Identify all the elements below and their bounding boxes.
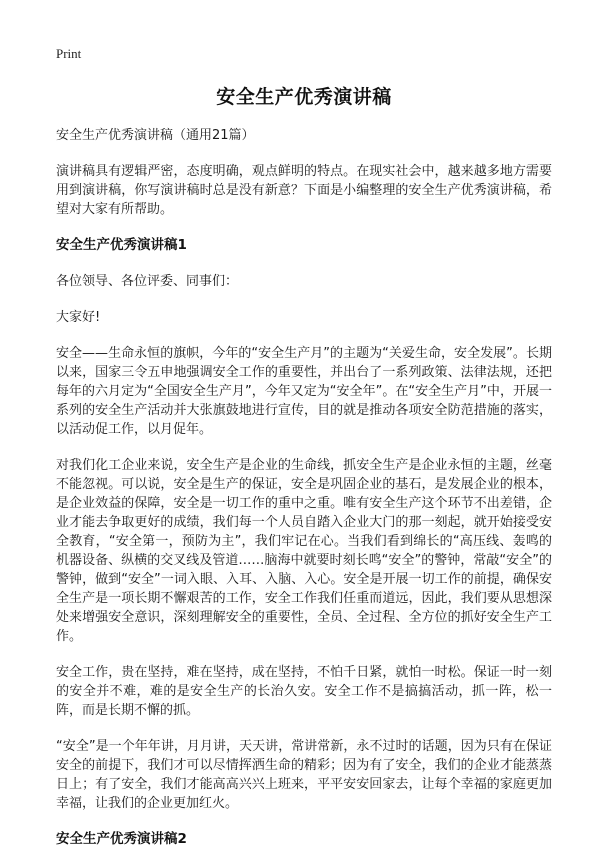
body-paragraph: 安全——生命永恒的旗帜，今年的“安全生产月”的主题为“关爱生命，安全发展”。长期以来，国家三令五申地强调安全工作的重要性，并出台了一系列政策、法律法规，还把每年的六月定为“全国安全生产月”，今年又定为“安全年”。在“安全生产月”中，开展一系列的安全生产活动并大张旗鼓地进行宣传，目的就是推动各项安全防范措施的落实，以活动促工作，以月促年。: [56, 346, 552, 437]
print-link[interactable]: Print: [56, 46, 82, 61]
salutation: 各位领导、各位评委、同事们：: [56, 274, 239, 289]
body-paragraph: “安全”是一个年年讲，月月讲，天天讲，常讲常新，永不过时的话题，因为只有在保证安全的前提下，我们才可以尽情挥洒生命的精彩；因为有了安全，我们的企业才能蒸蒸日上；有了安全，我们才能高高兴兴上班来，平平安安回家去，让每个幸福的家庭更加幸福，让我们的企业更加红火。: [56, 739, 552, 811]
section-heading: 安全生产优秀演讲稿2: [56, 831, 187, 847]
page-title: 安全生产优秀演讲稿: [216, 86, 392, 108]
body-paragraph: 对我们化工企业来说，安全生产是企业的生命线，抓安全生产是企业永恒的主题，丝毫不能忽视。可以说，安全是生产的保证，安全是巩固企业的基石，是发展企业的根本，是企业效益的保障，安全是一切工作的重中之重。唯有安全生产这个环节不出差错，企业才能去争取更好的成绩，我们每一个人员自踏入企业大门的那一刻起，就开始接受安全教育，“安全第一，预防为主”，我们牢记在心。当我们看到绵长的“高压线、轰鸣的机器设备、纵横的交叉线及管道……脑海中就要时刻长鸣“安全”的警钟，常敲“安全”的警钟，做到“安全”一词入眼、入耳、入脑、入心。安全是开展一切工作的前提，确保安全生产是一项长期不懈艰苦的工作，安全工作我们任重而道远，因此，我们要从思想深处来增强安全意识，深刻理解安全的重要性，全员、全过程、全方位的抓好安全生产工作。: [56, 458, 552, 644]
section-heading: 安全生产优秀演讲稿1: [56, 237, 187, 253]
greeting: 大家好!: [56, 310, 101, 325]
document-subtitle: 安全生产优秀演讲稿（通用21篇）: [56, 128, 255, 143]
intro-paragraph: 演讲稿具有逻辑严密，态度明确，观点鲜明的特点。在现实社会中，越来越多地方需要用到演讲稿，你写演讲稿时总是没有新意？下面是小编整理的安全生产优秀演讲稿，希望对大家有所帮助。: [56, 164, 552, 217]
document-body: [56, 76, 552, 866]
body-paragraph: 安全工作，贵在坚持，难在坚持，成在坚持，不怕千日紧，就怕一时松。保证一时一刻的安全并不难，难的是安全生产的长治久安。安全工作不是搞搞活动，抓一阵，松一阵，而是长期不懈的抓。: [56, 665, 552, 718]
